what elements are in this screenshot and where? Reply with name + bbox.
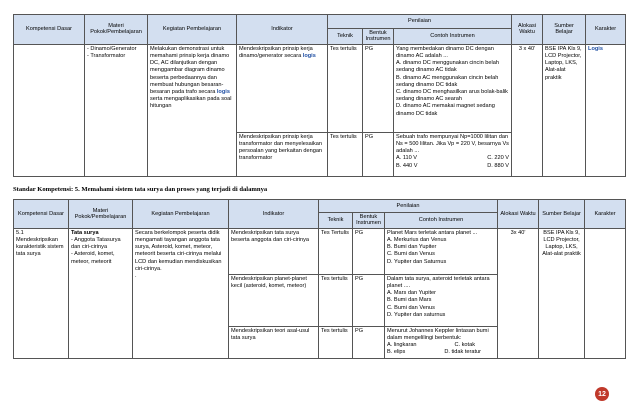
- kd-cell: [14, 44, 85, 176]
- header-karakter: Karakter: [586, 15, 626, 45]
- contoh-cell: [394, 132, 512, 176]
- alokasi-cell: 3 x 40': [512, 44, 543, 176]
- kegiatan-text: Secara berkelompok peserta didik mengamati tayangan anggota tata surya, Asteroid, komet, meteor, meteorit beserta ciri-cirinya melalui LCD dan kemudian mendiskusikan ciri-cirinya.: [135, 229, 222, 272]
- contoh-cell: [385, 274, 498, 326]
- header-contoh: Contoh Instrumen: [394, 29, 512, 45]
- contoh-option: B. Bumi dan Yupiter: [387, 244, 437, 251]
- header-kegiatan: Kegiatan Pembelajaran: [148, 15, 237, 45]
- contoh-question: Yang membedakan dinamo DC dengan dinamo AC adalah ...: [396, 45, 494, 60]
- contoh-question: Dalam tata surya, asteroid terletak antara planet ....: [387, 275, 490, 290]
- karakter-cell: [585, 228, 626, 358]
- contoh-option: D. dinamo AC memakai magnet sedang dinamo DC tidak: [396, 103, 495, 117]
- syllabus-table-1: [13, 14, 626, 177]
- contoh-option: D. tidak teratur: [444, 349, 481, 356]
- sumber-cell: BSE IPA Kls 9, LCD Projector, Laptop, LKS, Alat-alat praktik: [539, 228, 585, 358]
- materi-item: - Asteroid, komet, meteor, meteorit: [71, 251, 115, 265]
- header-indikator: Indikator: [229, 200, 319, 229]
- contoh-option: B. dinamo AC menggunakan cincin belah sedang dinamo DC tidak: [396, 74, 499, 88]
- header-kegiatan: Kegiatan Pembelajaran: [133, 200, 229, 229]
- contoh-option: C. Bumi dan Venus: [387, 304, 435, 311]
- contoh-cell: [385, 326, 498, 358]
- header-bentuk: Bentuk Instrumen: [363, 29, 394, 45]
- header-indikator: Indikator: [237, 15, 328, 45]
- materi-item: - Dinamo/Generator: [87, 45, 137, 52]
- indikator-text: Mendeskripsikan prinsip kerja dinamo/generator secara: [239, 45, 313, 60]
- contoh-question: Menurut Johannes Keppler lintasan bumi dalam mengelilingi berbentuk:: [387, 327, 489, 342]
- header-materi: Materi Pokok/Pembelajaran: [69, 200, 133, 229]
- contoh-option: D. Yupiter dan saturnus: [387, 311, 446, 318]
- header-sumber: Sumber Belajar: [543, 15, 586, 45]
- header-contoh: Contoh Instrumen: [385, 213, 498, 229]
- kegiatan-cell: [133, 228, 229, 358]
- header-teknik: Teknik: [319, 213, 353, 229]
- contoh-option: A. lingkaran: [387, 342, 417, 349]
- teknik-cell: Tes tertulis: [319, 326, 353, 358]
- teknik-cell: Tes tertulis: [328, 44, 363, 132]
- header-kompetensi-dasar: Kompetensi Dasar: [14, 15, 85, 45]
- indikator-keyword: logis: [302, 53, 316, 60]
- materi-item: - Transformator: [87, 53, 126, 60]
- materi-cell: [69, 228, 133, 358]
- teknik-cell: Tes Tertulis: [319, 228, 353, 274]
- materi-item: - Anggota Tatasurya dan ciri-cirinya: [71, 237, 121, 251]
- syllabus-table-2: [13, 199, 626, 359]
- header-penilaian: Penilaian: [328, 15, 512, 29]
- kd-cell: 5.1 Mendeskripsikan karakteristik sistem tata surya: [14, 228, 69, 358]
- contoh-option: D. 880 V: [487, 162, 510, 169]
- header-teknik: Teknik: [328, 29, 363, 45]
- page-number-badge: 12: [595, 387, 609, 401]
- teknik-cell: Tes tertulis: [328, 132, 363, 176]
- materi-title: Tata surya: [71, 229, 99, 236]
- contoh-option: D. Yupiter dan Saturnus: [387, 258, 447, 265]
- indikator-cell: Mendeskripsikan teori asal-usul tata surya: [229, 326, 319, 358]
- header-karakter: Karakter: [585, 200, 626, 229]
- bentuk-cell: PG: [363, 132, 394, 176]
- bentuk-cell: PG: [363, 44, 394, 132]
- bentuk-cell: PG: [353, 326, 385, 358]
- contoh-cell: [394, 44, 512, 132]
- contoh-option: C. kotak: [454, 342, 475, 349]
- bentuk-cell: PG: [353, 228, 385, 274]
- kegiatan-tail: serta mengaplikasikan pada soal hitungan: [150, 96, 232, 110]
- section-title: Standar Kompetensi: 5. Memahami sistem tata surya dan proses yang terjadi di dalamnya: [13, 186, 268, 193]
- contoh-option: C. dinamo DC menghasilkan arus bolak-balik sedang dinamo AC searah: [396, 89, 508, 103]
- header-alokasi: Alokasi Waktu: [512, 15, 543, 45]
- sumber-cell: BSE IPA Kls 9, LCD Projector, Laptop, LKS, Alat-alat praktik: [543, 44, 586, 176]
- kegiatan-cell: [148, 44, 237, 176]
- alokasi-cell: 3x 40': [498, 228, 539, 358]
- header-alokasi: Alokasi Waktu: [498, 200, 539, 229]
- indikator-cell: [237, 44, 328, 132]
- contoh-question: Planet Mars terletak antara planet ...: [387, 229, 478, 236]
- kegiatan-keyword: logis: [216, 89, 230, 96]
- teknik-cell: Tes tertulis: [319, 274, 353, 326]
- indikator-cell: Mendeskripsikan tata surya beserta anggota dan ciri-cirinya: [229, 228, 319, 274]
- contoh-option: C. 220 V: [487, 155, 510, 162]
- kegiatan-dot: .: [135, 273, 137, 280]
- contoh-option: A. dinamo DC menggunakan cincin belah sedang dinamo AC tidak: [396, 60, 499, 74]
- contoh-option: C. Bumi dan Venus: [387, 251, 435, 258]
- contoh-cell: [385, 228, 498, 274]
- contoh-option: B. elips: [387, 349, 406, 356]
- header-kompetensi-dasar: Kompetensi Dasar: [14, 200, 69, 229]
- contoh-question: Sebuah trafo mempunyai Np=1000 lilitan dan Ns = 500 lilitan. Jika Vp = 220 V, besarnya Vs adalah ...: [396, 133, 509, 155]
- contoh-option: A. 110 V: [396, 155, 418, 162]
- materi-cell: [85, 44, 148, 176]
- contoh-option: A. Mars dan Yupiter: [387, 290, 437, 297]
- contoh-option: B. Bumi dan Mars: [387, 297, 432, 304]
- header-materi: Materi Pokok/Pembelajaran: [85, 15, 148, 45]
- karakter-cell: Logis: [586, 44, 626, 176]
- indikator-cell: Mendeskripsikan planet-planet kecil (asteroid, komet, meteor): [229, 274, 319, 326]
- indikator-cell: Mendeskripsikan prinsip kerja transformator dan menyelesaikan persoalan yang berkaitan dengan transformator: [237, 132, 328, 176]
- header-penilaian: Penilaian: [319, 200, 498, 213]
- bentuk-cell: PG: [353, 274, 385, 326]
- contoh-option: B. 440 V: [396, 162, 418, 169]
- header-sumber: Sumber Belajar: [539, 200, 585, 229]
- header-bentuk: Bentuk Instrumen: [353, 213, 385, 229]
- kegiatan-text: Melakukan demonstrasi untuk memahami prinsip kerja dinamo DC, AC dilanjutkan dengan menggambar diagram dinamo beserta perbedaannya dan membuat hubungan besaran-besaran pada trafo secara: [150, 45, 230, 96]
- contoh-option: A. Merkurius dan Venus: [387, 237, 447, 244]
